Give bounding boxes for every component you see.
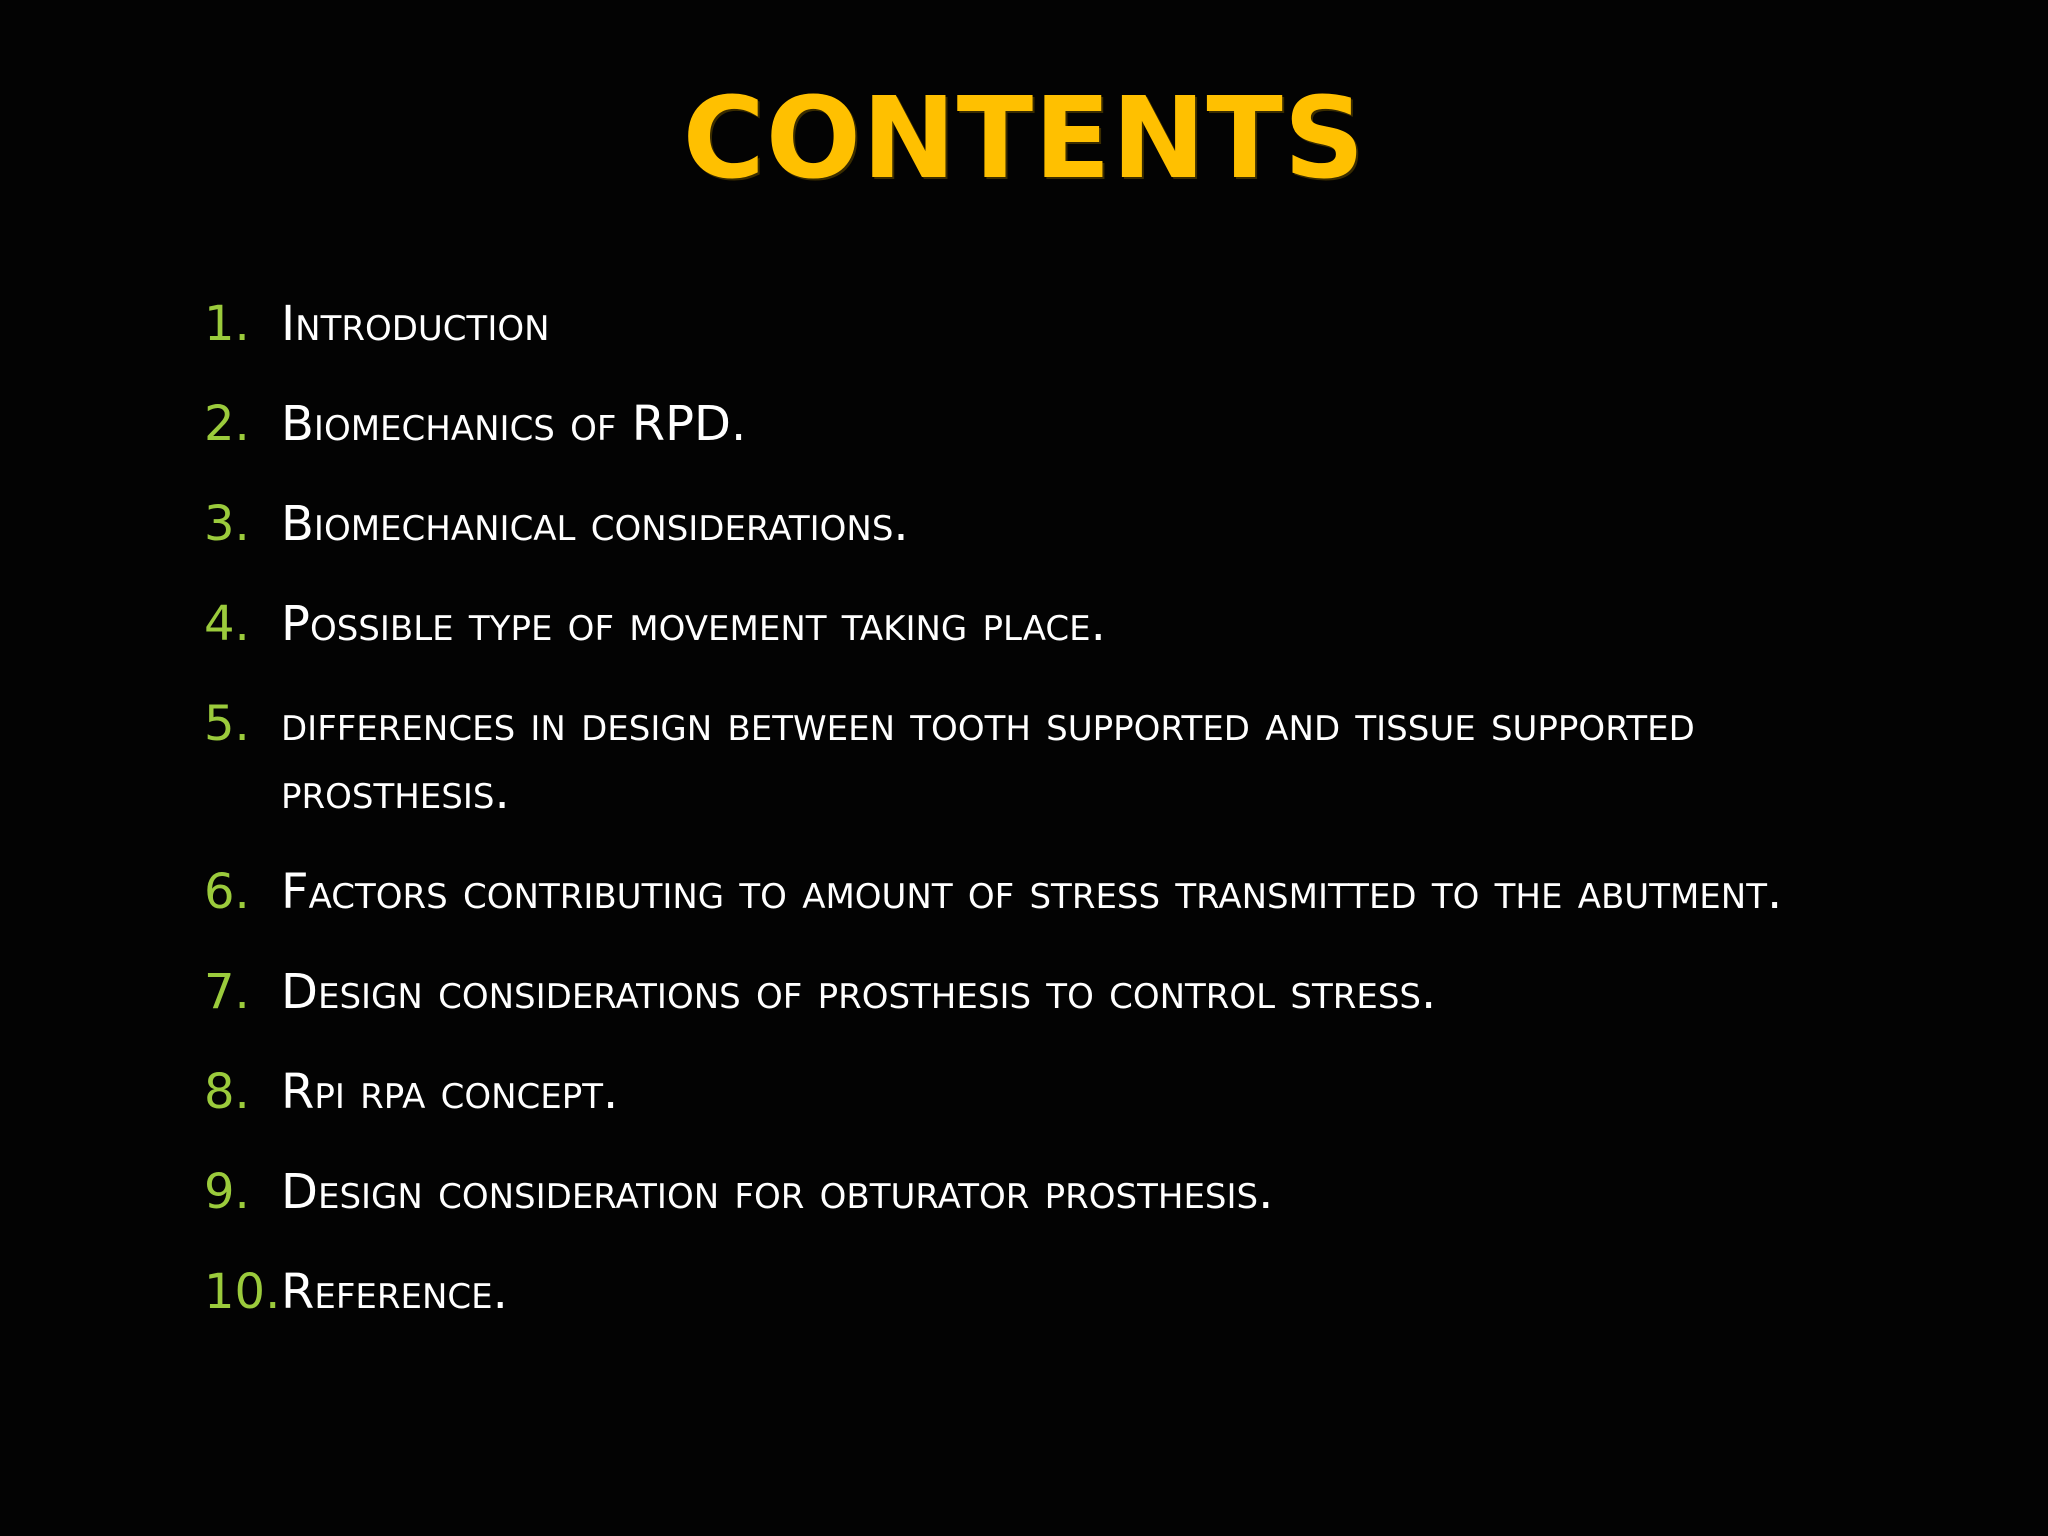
list-item bbox=[204, 958, 1844, 1026]
list-item bbox=[204, 490, 1844, 558]
list-item bbox=[204, 1258, 1844, 1326]
list-item bbox=[204, 858, 1844, 926]
list-item bbox=[204, 390, 1844, 458]
list-item-text: Possible type of movement taking place. bbox=[281, 596, 1106, 652]
list-item bbox=[204, 290, 1844, 358]
list-item bbox=[204, 690, 1844, 826]
list-item-number: 5. bbox=[204, 696, 250, 752]
list-item-number: 8. bbox=[204, 1064, 250, 1120]
list-item-number: 9. bbox=[204, 1164, 250, 1220]
slide-title: CONTENTS bbox=[682, 74, 1366, 204]
list-item bbox=[204, 1158, 1844, 1226]
list-item-number: 4. bbox=[204, 596, 250, 652]
list-item-text: Design considerations of prosthesis to control stress. bbox=[281, 964, 1437, 1020]
list-item bbox=[204, 590, 1844, 658]
list-item-text: differences in design between tooth supported and tissue supported prosthesis. bbox=[281, 696, 1695, 820]
list-item-text: Reference. bbox=[281, 1264, 508, 1320]
list-item-number: 6. bbox=[204, 864, 250, 920]
list-item-number: 3. bbox=[204, 496, 250, 552]
contents-list bbox=[204, 290, 1844, 1358]
list-item-number: 10. bbox=[204, 1264, 281, 1320]
list-item-text: Design consideration for obturator prosthesis. bbox=[281, 1164, 1274, 1220]
list-item-text: Rpi rpa concept. bbox=[281, 1064, 619, 1120]
list-item-text: Biomechanics of RPD. bbox=[281, 396, 747, 452]
list-item bbox=[204, 1058, 1844, 1126]
list-item-number: 2. bbox=[204, 396, 250, 452]
list-item-number: 7. bbox=[204, 964, 250, 1020]
list-item-number: 1. bbox=[204, 296, 250, 352]
list-item-text: Biomechanical considerations. bbox=[281, 496, 909, 552]
list-item-text: Introduction bbox=[281, 296, 550, 352]
list-item-text: Factors contributing to amount of stress transmitted to the abutment. bbox=[281, 864, 1783, 920]
